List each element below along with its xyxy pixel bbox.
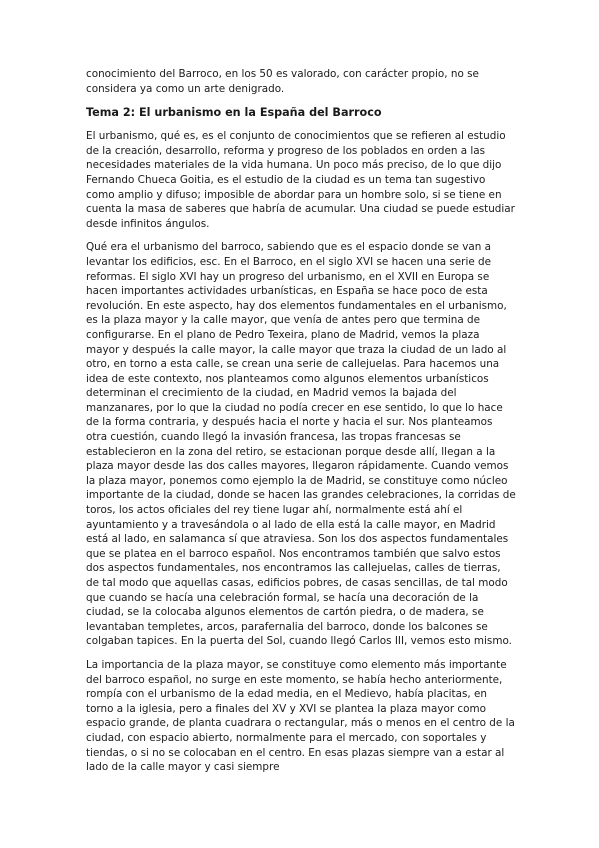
intro-paragraph: conocimiento del Barroco, en los 50 es valorado, con carácter propio, no se considera ya como un arte denigrado. (86, 68, 479, 95)
document-page (86, 67, 516, 784)
section-heading: Tema 2: El urbanismo en la España del Barroco (86, 106, 382, 120)
paragraph-urbanism-definition: El urbanismo, qué es, es el conjunto de conocimientos que se refieren al estudio de la creación, desarrollo, reforma y progreso de los poblados en orden a las necesidades materiales de la vida humana. Un poco más preciso, de lo que dijo Fernando Chueca Goitia, es el estudio de la ciudad es un tema tan sugestivo como amplio y difuso; imposible de abordar para un hombre solo, si se tiene en cuenta la masa de saberes que habría de acumular. Una ciudad se puede estudiar desde infinitos ángulos. (86, 130, 515, 230)
paragraph-baroque-urbanism: Qué era el urbanismo del barroco, sabiendo que es el espacio donde se van a levantar los edificios, esc. En el Barroco, en el siglo XVI se hacen una serie de reformas. El siglo XVI hay un progreso del urbanismo, en el XVII en Europa se hacen importantes actividades urbanísticas, en España se hace poco de esta revolución. En este aspecto, hay dos elementos fundamentales en el urbanismo, es la plaza mayor y la calle mayor, que venía de antes pero que termina de configurarse. En el plano de Pedro Texeira, plano de Madrid, vemos la plaza mayor y después la calle mayor, la calle mayor que traza la ciudad de un lado al otro, en torno a esta calle, se crean una serie de callejuelas. Para hacemos una idea de este contexto, nos planteamos como algunos elementos urbanísticos determinan el crecimiento de la ciudad, en Madrid vemos la bajada del manzanares, por lo que la ciudad no podía crecer en ese sentido, lo que lo hace de la forma contraria, y después hacia el norte y hacia el sur. Nos planteamos otra cuestión, cuando llegó la invasión francesa, las tropas francesas se establecieron en la zona del retiro, se estacionan porque desde allí, llegan a la plaza mayor desde las dos calles mayores, llegaron rápidamente. Cuando vemos la plaza mayor, ponemos como ejemplo la de Madrid, se constituye como núcleo importante de la ciudad, donde se hacen las grandes celebraciones, la corridas de toros, los actos oficiales del rey tiene lugar ahí, normalmente está ahí el ayuntamiento y a travesándola o al lado de ella está la calle mayor, en Madrid está al lado, en salamanca sí que atraviesa. Son los dos aspectos fundamentales que se platea en el barroco español. Nos encontramos también que salvo estos dos aspectos fundamentales, nos encontramos las callejuelas, calles de tierras, de tal modo que aquellas casas, edificios pobres, de casas sencillas, de tal modo que cuando se hacía una celebración formal, se hacía una decoración de la ciudad, se la colocaba algunos elementos de cartón piedra, o de madera, se levantaban templetes, arcos, parafernalia del barroco, donde los balcones se colgaban tapices. En la puerta del Sol, cuando llegó Carlos III, vemos esto mismo. (86, 241, 516, 648)
paragraph-plaza-mayor: La importancia de la plaza mayor, se constituye como elemento más importante del barroco español, no surge en este momento, se había hecho anteriormente, rompía con el urbanismo de la edad media, en el Medievo, había placitas, en torno a la iglesia, pero a finales del XV y XVI se plantea la plaza mayor como espacio grande, de planta cuadrara o rectangular, más o menos en el centro de la ciudad, con espacio abierto, normalmente para el mercado, con soportales y tiendas, o si no se colocaban en el centro. En esas plazas siempre van a estar al lado de la calle mayor y casi siempre (86, 658, 515, 774)
